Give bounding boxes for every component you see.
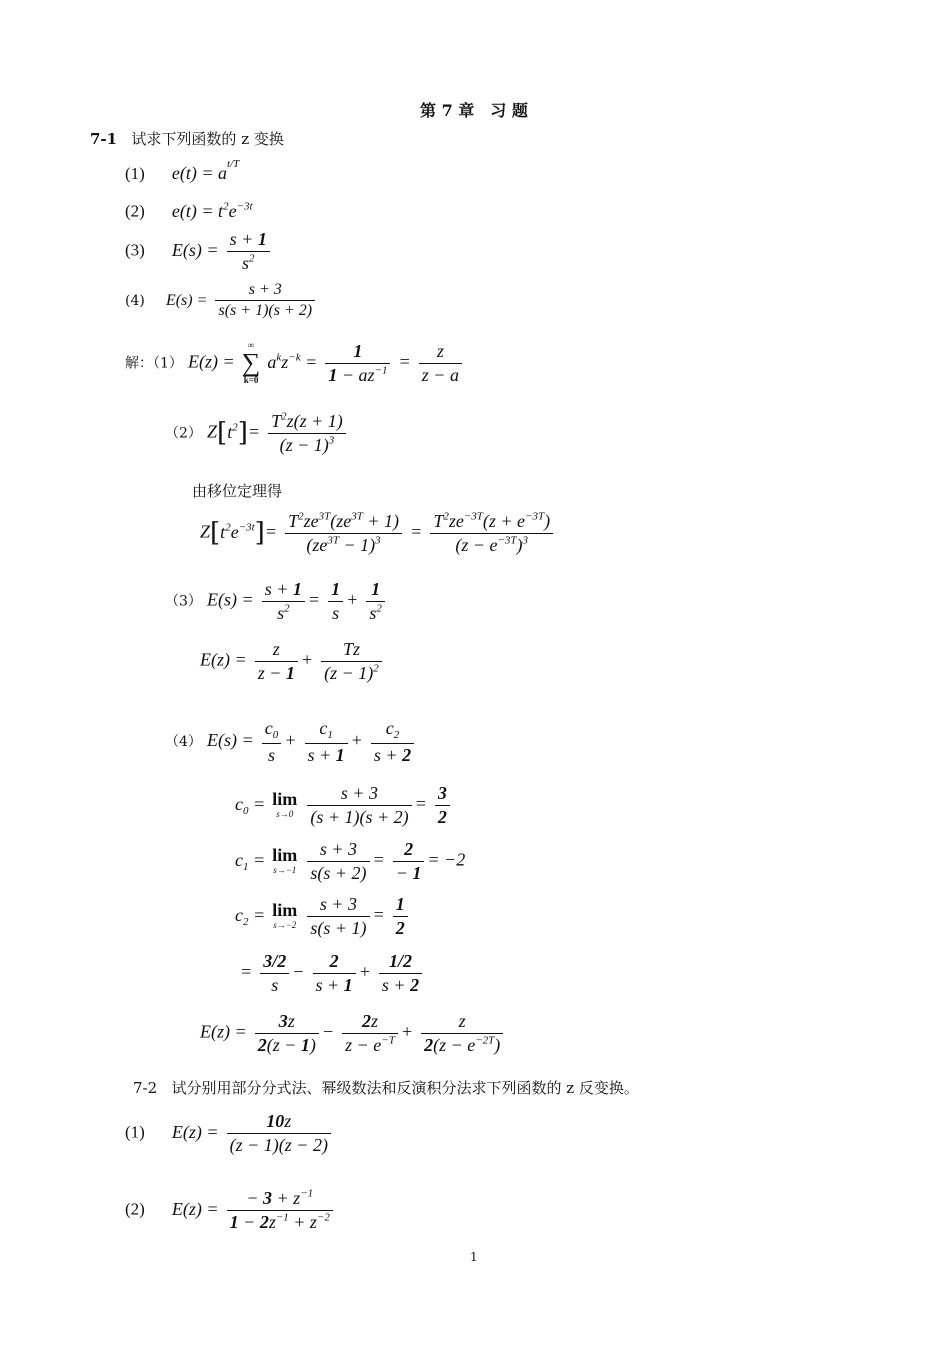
solution-2-shift: $Z[t^2e^{-3t}]=$ $\frac{T^2ze^{3T}(ze^{3T} + 1)}{(ze^{3T} - 1)^3}$ = $\frac{T^2ze^{-3T}(z + e^{-3T})}{(z - e^{-3T})^3}$ [200,510,556,556]
item-expression: E(s) = [165,292,208,309]
problem-text: 试求下列函数的 z 变换 [131,130,284,148]
solution-4: （4） E(s) = $\frac{c_0}{s}$ + $\frac{c_1}{s + 1}$ + $\frac{c_2}{s + 2}$ [165,717,417,766]
item-expression: e(t) = a [171,163,228,183]
item-label: (2) [125,1199,145,1219]
partial-fraction-result: = $\frac{3/2}{s}$ − $\frac{2}{s + 1}$ + $\frac{1/2}{s + 2}$ [240,950,425,996]
coefficient-c2: $c_2 = \lim$ s→−2 $\frac{s + 3}{s(s + 1)}$ = $\frac{1}{2}$ [235,893,411,939]
item-label: (4) [125,293,145,309]
item-expression: E(s) = [171,239,219,260]
item-label: (1) [125,1122,145,1142]
problem-item-2: (2) $e(t) = t^2e^{-3t}$ [125,200,253,221]
solution-2: （2） $Z[t^2]=$ $\frac{T^2z(z + 1)}{(z - 1)^3}$ [165,410,349,456]
problem-item-1 [125,158,240,184]
problem-text: 试分别用部分分式法、幂级数法和反演积分法求下列函数的 z 反变换。 [171,1079,639,1097]
problem-7-2-item-1: (1) E(z) = $\frac{10z}{(z - 1)(z - 2)}$ [125,1110,334,1156]
coefficient-c0: $c_0 = \lim$ s→0 $\frac{s + 3}{(s + 1)(s + 2)}$ = $\frac{3}{2}$ [235,782,453,828]
shift-theorem-text: 由移位定理得 [192,482,283,500]
problem-7-2-item-2: (2) E(z) = $\frac{- 3 + z^{-1}}{1 - 2z^{-1} + z^{-2}}$ [125,1187,336,1233]
part-label: （2） [165,425,202,442]
problem-item-4: (4) E(s) = $\frac{s + 3}{s(s + 1)(s + 2)}$ [125,280,318,321]
problem-number: 7-2 [133,1079,158,1097]
item-label: (3) [125,240,145,260]
problem-7-1-heading [90,128,284,149]
item-expression: e(t) = t [171,200,224,221]
solution-3: （3） E(s) = $\frac{s + 1}{s^2}$ = $\frac{1}{s}$ + $\frac{1}{s^2}$ [165,578,388,624]
part-label: （3） [165,593,202,610]
coefficient-c1: $c_1 = \lim$ s→−1 $\frac{s + 3}{s(s + 2)}$ = $\frac{2}{- 1}$ = −2 [235,839,466,883]
solution-1: 解：（1） E(z) = ∞ ∑ k=0 $a^kz^{-k}$ = $\frac{1}{1 - az^{-1}}$ = $\frac{z}{z - a}$ [125,340,465,386]
part-label: （4） [165,734,202,751]
solution-label: 解：（1） [125,355,183,372]
problem-number: 7-1 [90,130,118,148]
page-number: 1 [470,1250,478,1264]
item-label: (1) [125,164,145,183]
exponent: t/T [227,158,240,170]
solution-3-z: E(z) = $\frac{z}{z - 1}$ + $\frac{Tz}{(z - 1)^2}$ [200,638,385,684]
item-label: (2) [125,201,145,221]
solution-4-z: E(z) = $\frac{3z}{2(z - 1)}$ − $\frac{2z}{z - e^{-T}}$ + $\frac{z}{2(z - e^{-2T})}$ [200,1010,506,1056]
problem-7-2-heading [133,1077,639,1098]
page-title: 第 7 章 习 题 [420,101,528,120]
problem-item-3: (3) E(s) = $\frac{s + 1}{s^2}$ [125,228,273,274]
